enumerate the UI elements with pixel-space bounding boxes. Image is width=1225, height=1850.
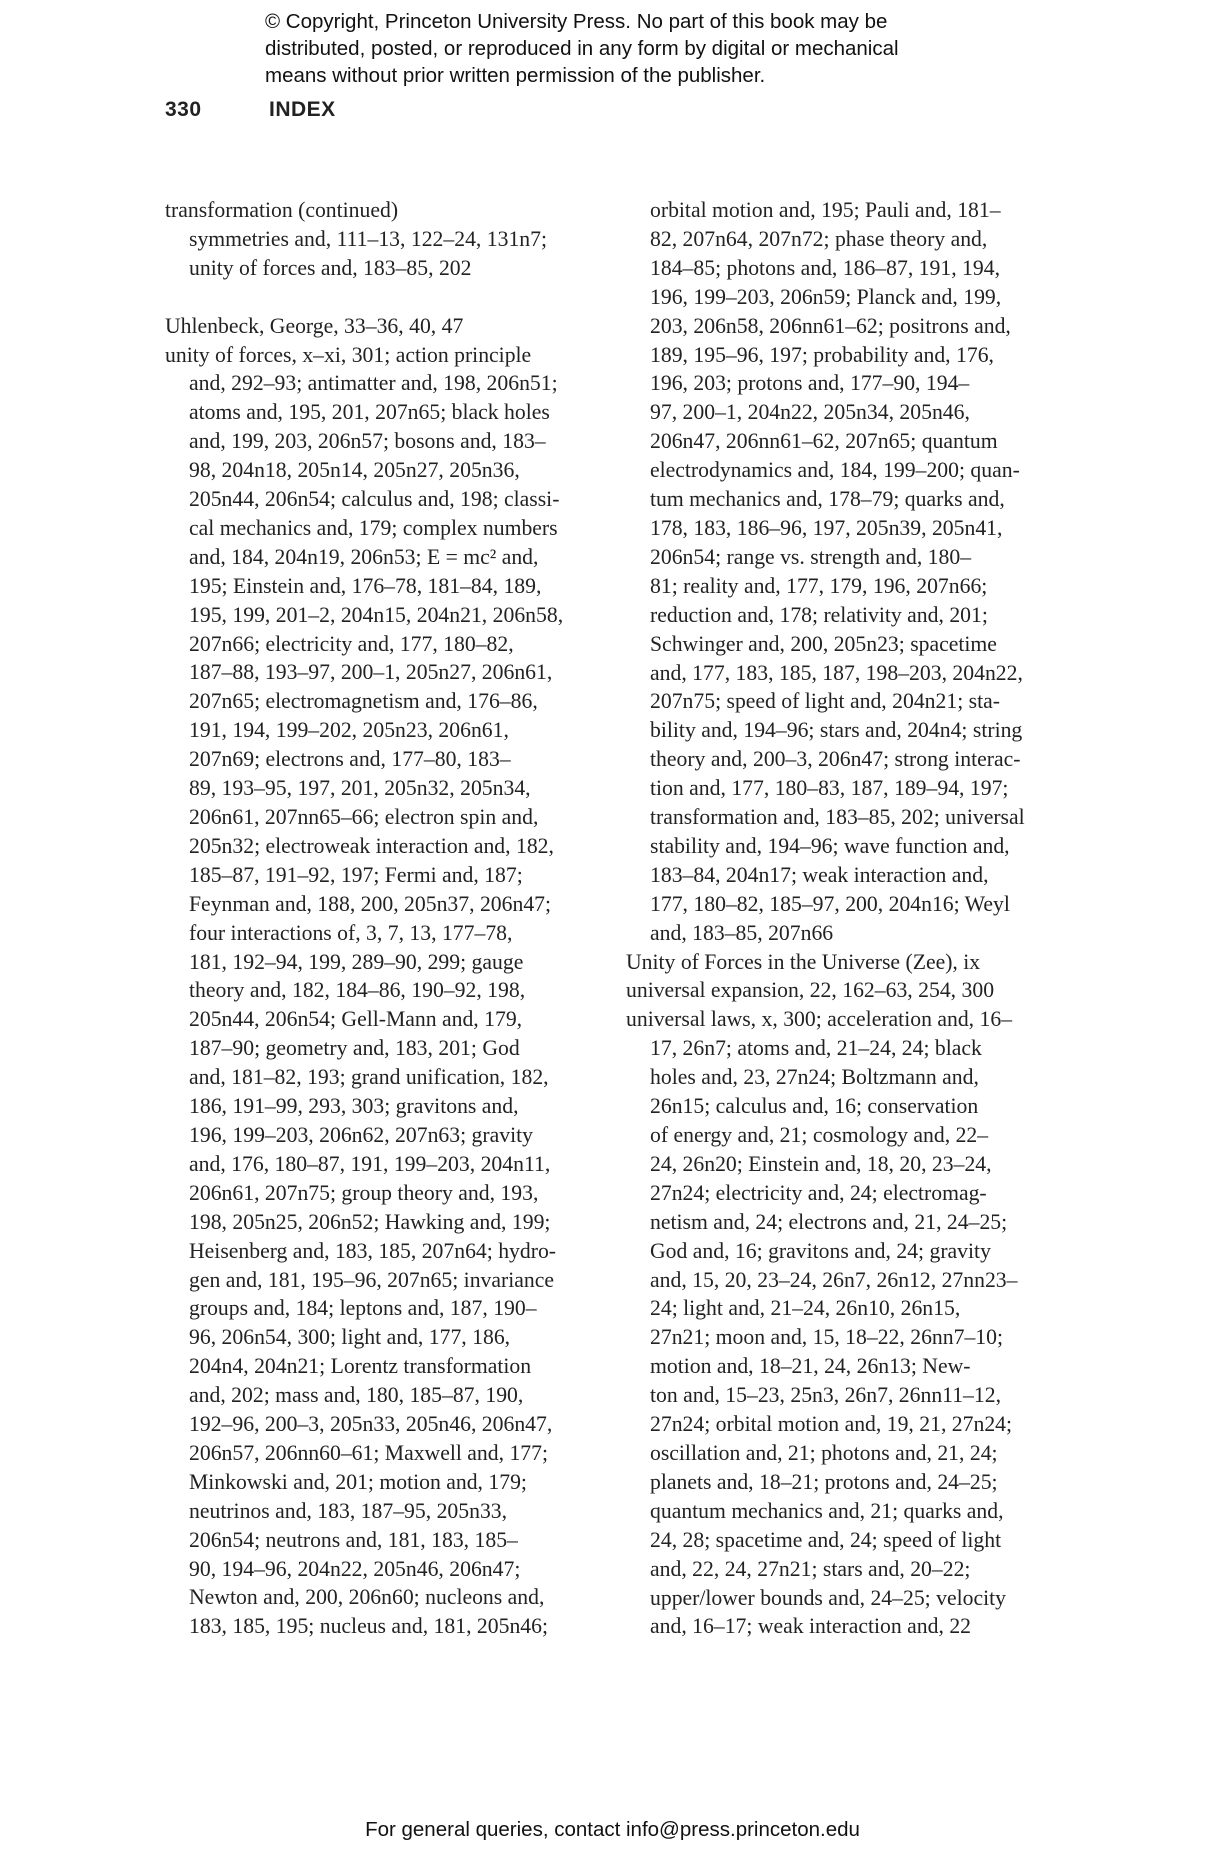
index-line: 206n57, 206nn60–61; Maxwell and, 177; bbox=[189, 1440, 549, 1465]
index-line: oscillation and, 21; photons and, 21, 24; bbox=[650, 1440, 998, 1465]
index-line: 27n24; electricity and, 24; electromag- bbox=[650, 1180, 987, 1205]
index-line: holes and, 23, 27n24; Boltzmann and, bbox=[650, 1065, 979, 1090]
index-line: ton and, 15–23, 25n3, 26n7, 26nn11–12, bbox=[650, 1383, 1002, 1408]
index-line: universal expansion, 22, 162–63, 254, 300 bbox=[626, 978, 995, 1003]
index-line: 81; reality and, 177, 179, 196, 207n66; bbox=[650, 573, 988, 598]
index-line: 206n54; neutrons and, 181, 183, 185– bbox=[189, 1527, 518, 1552]
index-line: tion and, 177, 180–83, 187, 189–94, 197; bbox=[650, 776, 1009, 801]
index-line: atoms and, 195, 201, 207n65; black holes bbox=[189, 400, 550, 425]
index-line: stability and, 194–96; wave function and, bbox=[650, 833, 1010, 858]
index-line: gen and, 181, 195–96, 207n65; invariance bbox=[189, 1267, 554, 1292]
index-line: 207n69; electrons and, 177–80, 183– bbox=[189, 747, 511, 772]
index-line: symmetries and, 111–13, 122–24, 131n7; bbox=[189, 226, 548, 251]
index-line: 196, 199–203, 206n59; Planck and, 199, bbox=[650, 284, 1002, 309]
index-line: 24, 26n20; Einstein and, 18, 20, 23–24, bbox=[650, 1151, 992, 1176]
index-line: 97, 200–1, 204n22, 205n34, 205n46, bbox=[650, 400, 970, 425]
index-line: 96, 206n54, 300; light and, 177, 186, bbox=[189, 1325, 511, 1350]
running-head bbox=[165, 98, 336, 122]
index-line: and, 15, 20, 23–24, 26n7, 26n12, 27nn23– bbox=[650, 1267, 1018, 1292]
section-title: INDEX bbox=[269, 98, 336, 121]
index-line: groups and, 184; leptons and, 187, 190– bbox=[189, 1296, 537, 1321]
index-line: 185–87, 191–92, 197; Fermi and, 187; bbox=[189, 862, 523, 887]
index-line: 17, 26n7; atoms and, 21–24, 24; black bbox=[650, 1036, 982, 1061]
index-line: 89, 193–95, 197, 201, 205n32, 205n34, bbox=[189, 776, 531, 801]
index-line: transformation (continued) bbox=[165, 198, 399, 222]
index-line: Schwinger and, 200, 205n23; spacetime bbox=[650, 631, 997, 656]
index-line: tum mechanics and, 178–79; quarks and, bbox=[650, 487, 1005, 512]
index-line: universal laws, x, 300; acceleration and, 16– bbox=[626, 1007, 1013, 1032]
index-line: and, 183–85, 207n66 bbox=[650, 920, 834, 945]
index-line: unity of forces, x–xi, 301; action principle bbox=[165, 342, 532, 367]
index-line: 205n44, 206n54; calculus and, 198; classi- bbox=[189, 487, 560, 512]
index-line: 189, 195–96, 197; probability and, 176, bbox=[650, 342, 994, 367]
index-line: 207n75; speed of light and, 204n21; sta- bbox=[650, 689, 1000, 714]
index-line: Feynman and, 188, 200, 205n37, 206n47; bbox=[189, 891, 552, 916]
index-line: 196, 199–203, 206n62, 207n63; gravity bbox=[189, 1122, 533, 1147]
index-line: and, 199, 203, 206n57; bosons and, 183– bbox=[189, 429, 546, 454]
index-line: and, 184, 204n19, 206n53; E = mc² and, bbox=[189, 544, 539, 569]
index-line: neutrinos and, 183, 187–95, 205n33, bbox=[189, 1498, 508, 1523]
index-line: transformation and, 183–85, 202; universal bbox=[650, 805, 1025, 830]
index-line: and, 177, 183, 185, 187, 198–203, 204n22, bbox=[650, 660, 1023, 685]
index-line: 206n61, 207n75; group theory and, 193, bbox=[189, 1180, 539, 1205]
index-line: and, 22, 24, 27n21; stars and, 20–22; bbox=[650, 1556, 971, 1581]
index-line: 27n24; orbital motion and, 19, 21, 27n24; bbox=[650, 1412, 1013, 1437]
index-line: Uhlenbeck, George, 33–36, 40, 47 bbox=[165, 313, 464, 338]
index-line: 24; light and, 21–24, 26n10, 26n15, bbox=[650, 1296, 961, 1321]
index-line: 195; Einstein and, 176–78, 181–84, 189, bbox=[189, 573, 542, 598]
index-line: 184–85; photons and, 186–87, 191, 194, bbox=[650, 255, 1001, 280]
index-line: upper/lower bounds and, 24–25; velocity bbox=[650, 1585, 1006, 1610]
copyright-line: distributed, posted, or reproduced in any form by digital or mechanical bbox=[265, 37, 899, 60]
copyright-line: © Copyright, Princeton University Press. No part of this book may be bbox=[265, 10, 888, 33]
index-line: motion and, 18–21, 24, 26n13; New- bbox=[650, 1354, 971, 1379]
footer-contact: For general queries, contact info@press.princeton.edu bbox=[365, 1818, 860, 1841]
index-line: and, 181–82, 193; grand unification, 182, bbox=[189, 1065, 549, 1090]
index-line: 205n32; electroweak interaction and, 182, bbox=[189, 833, 554, 858]
index-line: four interactions of, 3, 7, 13, 177–78, bbox=[189, 920, 513, 945]
index-line: 192–96, 200–3, 205n33, 205n46, 206n47, bbox=[189, 1412, 553, 1437]
index-line: Newton and, 200, 206n60; nucleons and, bbox=[189, 1585, 545, 1610]
index-line: 24, 28; spacetime and, 24; speed of light bbox=[650, 1527, 1002, 1552]
index-line: Minkowski and, 201; motion and, 179; bbox=[189, 1469, 527, 1494]
index-line: God and, 16; gravitons and, 24; gravity bbox=[650, 1238, 991, 1263]
index-line: theory and, 200–3, 206n47; strong interac- bbox=[650, 747, 1021, 772]
index-line: 207n65; electromagnetism and, 176–86, bbox=[189, 689, 538, 714]
index-line: 27n21; moon and, 15, 18–22, 26nn7–10; bbox=[650, 1325, 1004, 1350]
index-line: 195, 199, 201–2, 204n15, 204n21, 206n58, bbox=[189, 602, 564, 627]
index-line: 196, 203; protons and, 177–90, 194– bbox=[650, 371, 970, 396]
index-line: and, 16–17; weak interaction and, 22 bbox=[650, 1614, 972, 1639]
index-line: reduction and, 178; relativity and, 201; bbox=[650, 602, 988, 627]
index-line: 203, 206n58, 206nn61–62; positrons and, bbox=[650, 313, 1011, 338]
index-column-left bbox=[165, 196, 595, 1641]
index-line: cal mechanics and, 179; complex numbers bbox=[189, 515, 558, 540]
index-line: 82, 207n64, 207n72; phase theory and, bbox=[650, 226, 988, 251]
index-line: orbital motion and, 195; Pauli and, 181– bbox=[650, 198, 1001, 222]
index-line: netism and, 24; electrons and, 21, 24–25; bbox=[650, 1209, 1008, 1234]
index-line: 186, 191–99, 293, 303; gravitons and, bbox=[189, 1094, 519, 1119]
page-number: 330 bbox=[165, 98, 202, 121]
index-line: 198, 205n25, 206n52; Hawking and, 199; bbox=[189, 1209, 551, 1234]
index-line: planets and, 18–21; protons and, 24–25; bbox=[650, 1469, 998, 1494]
index-line: 181, 192–94, 199, 289–90, 299; gauge bbox=[189, 949, 524, 974]
index-spacer bbox=[165, 283, 595, 312]
index-line: 207n66; electricity and, 177, 180–82, bbox=[189, 631, 514, 656]
index-line: 178, 183, 186–96, 197, 205n39, 205n41, bbox=[650, 515, 1003, 540]
index-line: Unity of Forces in the Universe (Zee), ix bbox=[626, 949, 981, 974]
index-line: 177, 180–82, 185–97, 200, 204n16; Weyl bbox=[650, 891, 1010, 916]
index-line: 205n44, 206n54; Gell-Mann and, 179, bbox=[189, 1007, 523, 1032]
index-line: 206n61, 207nn65–66; electron spin and, bbox=[189, 805, 539, 830]
index-line: 191, 194, 199–202, 205n23, 206n61, bbox=[189, 718, 509, 743]
index-line: bility and, 194–96; stars and, 204n4; string bbox=[650, 718, 1023, 743]
index-line: 204n4, 204n21; Lorentz transformation bbox=[189, 1354, 532, 1379]
index-line: 206n47, 206nn61–62, 207n65; quantum bbox=[650, 429, 998, 454]
index-line: 206n54; range vs. strength and, 180– bbox=[650, 544, 972, 569]
copyright-notice bbox=[265, 8, 1025, 89]
copyright-line: means without prior written permission of the publisher. bbox=[265, 64, 766, 87]
index-line: electrodynamics and, 184, 199–200; quan- bbox=[650, 458, 1020, 483]
index-line: 187–90; geometry and, 183, 201; God bbox=[189, 1036, 520, 1061]
index-line: 183, 185, 195; nucleus and, 181, 205n46; bbox=[189, 1614, 549, 1639]
index-line: and, 292–93; antimatter and, 198, 206n51; bbox=[189, 371, 558, 396]
index-line: Heisenberg and, 183, 185, 207n64; hydro- bbox=[189, 1238, 557, 1263]
index-line: and, 202; mass and, 180, 185–87, 190, bbox=[189, 1383, 524, 1408]
index-line: 98, 204n18, 205n14, 205n27, 205n36, bbox=[189, 458, 520, 483]
index-line: and, 176, 180–87, 191, 199–203, 204n11, bbox=[189, 1151, 551, 1176]
index-line: 26n15; calculus and, 16; conservation bbox=[650, 1094, 979, 1119]
index-line: 183–84, 204n17; weak interaction and, bbox=[650, 862, 989, 887]
index-line: of energy and, 21; cosmology and, 22– bbox=[650, 1123, 989, 1147]
index-line: 90, 194–96, 204n22, 205n46, 206n47; bbox=[189, 1556, 521, 1581]
index-column-right bbox=[626, 196, 1066, 1641]
index-line: 187–88, 193–97, 200–1, 205n27, 206n61, bbox=[189, 660, 553, 685]
index-line: theory and, 182, 184–86, 190–92, 198, bbox=[189, 978, 526, 1003]
index-line: unity of forces and, 183–85, 202 bbox=[189, 255, 472, 280]
index-line: quantum mechanics and, 21; quarks and, bbox=[650, 1498, 1004, 1523]
